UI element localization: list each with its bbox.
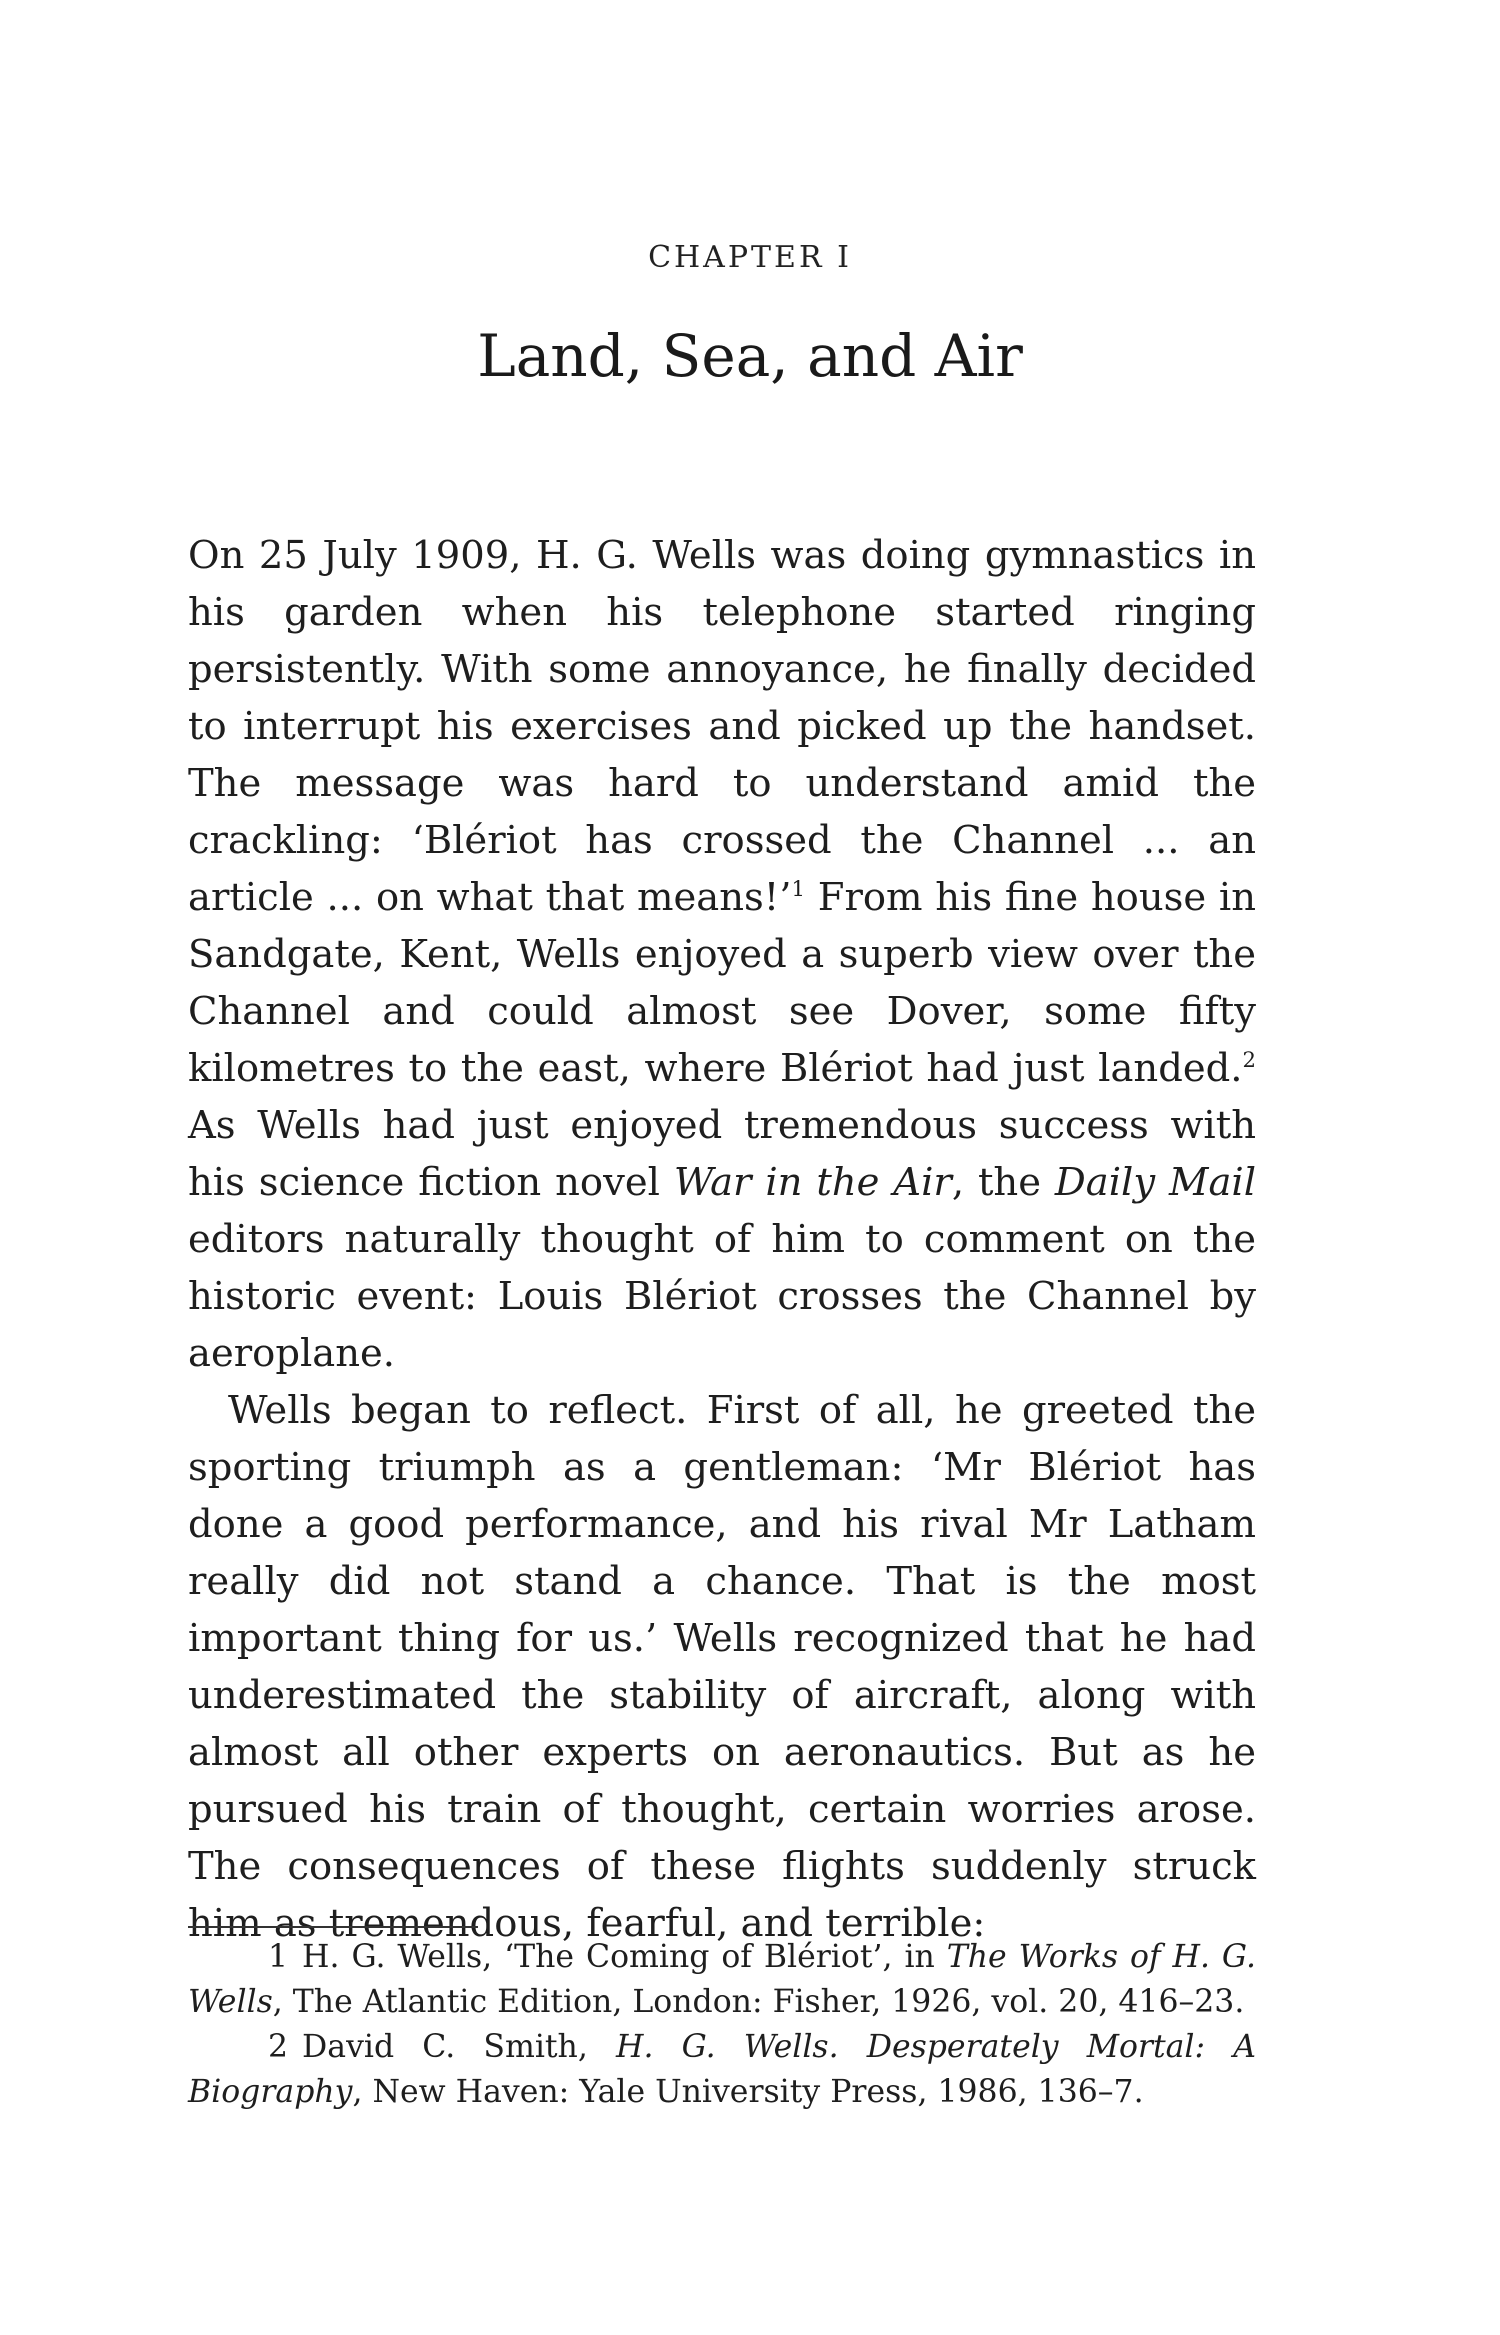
footnote-text: David C. Smith, (302, 2029, 616, 2065)
footnote-2 (188, 2025, 1256, 2115)
footnote-ref-2[interactable]: 2 (1242, 1047, 1256, 1073)
footnote-text: , The Atlantic Edition, London: Fisher, 1926, vol. 20, 416–23. (272, 1984, 1245, 2020)
newspaper-title-daily-mail: Daily Mail (1054, 1160, 1257, 1205)
footnote-italic-title: H. G. Wells. Desperately Mortal: A Biography (188, 2029, 1256, 2110)
footnote-italic-title: The Works of H. G. Wells (188, 1939, 1256, 2020)
book-title-war-in-the-air: War in the Air (673, 1160, 952, 1205)
paragraph-1-text-e: editors naturally thought of him to comment on the historic event: Louis Blériot crosses the Channel by aeroplane. (188, 1217, 1256, 1376)
chapter-label: CHAPTER I (648, 240, 852, 275)
paragraph-1-text-a: On 25 July 1909, H. G. Wells was doing gymnastics in his garden when his telephone started ringing persistently. With some annoyance, he finally decided to interrupt his exercises and picked up the handset. The message was hard to understand amid the crackling: ‘Blériot has crossed the Channel ... an article ... on what that means!’ (188, 533, 1256, 920)
footnote-text: H. G. Wells, ‘The Coming of Blériot’, in (302, 1939, 947, 1975)
footnote-divider (188, 1926, 478, 1928)
paragraph-1-text-c: As Wells had just enjoyed tremendous success with his science fiction novel (188, 1103, 1256, 1205)
paragraph-1 (188, 527, 1256, 1382)
footnote-ref-1[interactable]: 1 (791, 876, 805, 902)
paragraph-1-text-b: From his fine house in Sandgate, Kent, Wells enjoyed a superb view over the Channel and could almost see Dover, some fifty kilometres to the east, where Blériot had just landed. (188, 875, 1257, 1091)
body-text (188, 527, 1256, 1952)
footnotes (188, 1935, 1256, 2115)
paragraph-1-text-d: , the (951, 1160, 1055, 1205)
chapter-title: Land, Sea, and Air (477, 322, 1023, 390)
footnote-number: 2 (268, 2029, 289, 2065)
footnote-text: , New Haven: Yale University Press, 1986, 136–7. (352, 2074, 1144, 2110)
paragraph-2: Wells began to reflect. First of all, he greeted the sporting triumph as a gentleman: ‘Mr Blériot has done a good performance, and his rival Mr Latham really did not stand a chance. That is the most important thing for us.’ Wells recognized that he had underestimated the stability of aircraft, along with almost all other experts on aeronautics. But as he pursued his train of thought, certain worries arose. The consequences of these flights suddenly struck him as tremendous, fearful, and terrible: (188, 1388, 1256, 1946)
footnote-1 (188, 1935, 1256, 2025)
footnote-number: 1 (268, 1939, 289, 1975)
